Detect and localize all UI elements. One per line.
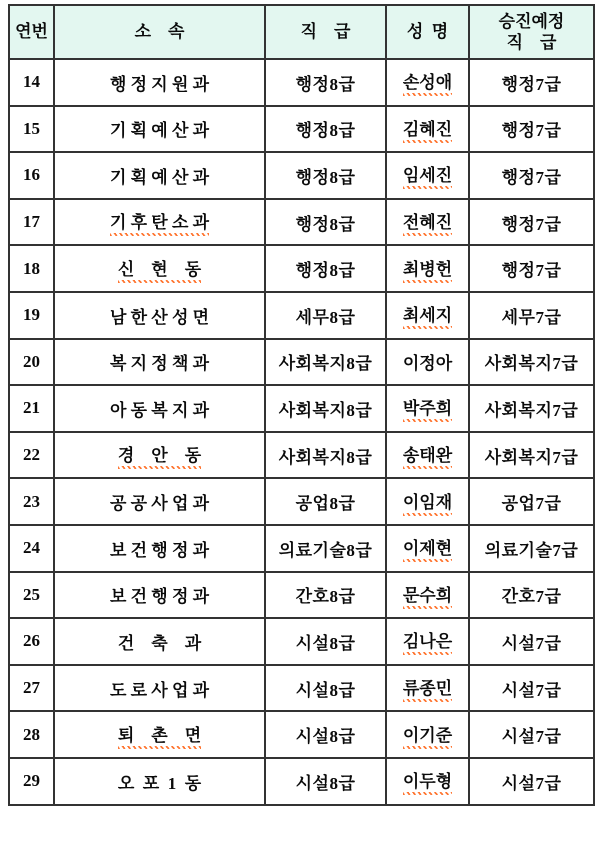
person-name-text: 류종민 (403, 674, 452, 702)
current-rank-text: 시설8급 (295, 773, 356, 793)
promotion-rank-text: 행정7급 (501, 214, 562, 234)
promotion-rank-text: 의료기술7급 (484, 540, 579, 560)
person-name-text: 이정아 (402, 354, 453, 374)
header-label-promo-line2: 직 급 (506, 33, 557, 52)
cell-promotion-rank (469, 618, 594, 665)
header-cell-promo (469, 5, 594, 59)
department-text: 도 로 사 업 과 (109, 680, 210, 700)
current-rank-text: 시설8급 (295, 680, 356, 700)
current-rank-text: 공업8급 (295, 494, 356, 514)
serial-number-text: 28 (23, 724, 40, 744)
promotion-rank-text: 세무7급 (501, 307, 562, 327)
cell-person-name (386, 385, 469, 432)
header-label-rank: 직 급 (300, 22, 351, 42)
person-name-text: 최병헌 (403, 255, 452, 283)
cell-current-rank (265, 339, 386, 386)
promotion-rank-text: 행정7급 (501, 74, 562, 94)
cell-current-rank (265, 59, 386, 106)
cell-serial-number (9, 339, 54, 386)
person-name-text: 이기준 (403, 721, 452, 749)
cell-serial-number (9, 292, 54, 339)
cell-serial-number (9, 245, 54, 292)
header-label-dept: 소 속 (134, 22, 185, 42)
cell-person-name (386, 618, 469, 665)
current-rank-text: 사회복지8급 (278, 400, 373, 420)
department-text: 남 한 산 성 면 (109, 307, 210, 327)
serial-number-text: 17 (23, 212, 40, 232)
promotion-rank-text: 공업7급 (501, 494, 562, 514)
current-rank-text: 행정8급 (295, 214, 356, 234)
serial-number-text: 16 (23, 165, 40, 185)
cell-current-rank (265, 711, 386, 758)
serial-number-text: 19 (23, 305, 40, 325)
current-rank-text: 간호8급 (295, 587, 356, 607)
cell-promotion-rank (469, 152, 594, 199)
department-text: 퇴 촌 면 (118, 721, 201, 749)
cell-current-rank (265, 292, 386, 339)
department-text: 기 획 예 산 과 (109, 167, 210, 187)
cell-person-name (386, 292, 469, 339)
department-text: 행 정 지 원 과 (109, 74, 210, 94)
current-rank-text: 사회복지8급 (278, 447, 373, 467)
cell-current-rank (265, 525, 386, 572)
cell-current-rank (265, 106, 386, 153)
cell-serial-number (9, 758, 54, 805)
person-name-text: 이두형 (403, 767, 452, 795)
department-text: 경 안 동 (118, 441, 201, 469)
table-row (9, 339, 594, 386)
header-row (9, 5, 594, 59)
cell-department (54, 758, 265, 805)
cell-person-name (386, 199, 469, 246)
cell-person-name (386, 665, 469, 712)
cell-department (54, 199, 265, 246)
promotion-rank-text: 시설7급 (501, 633, 562, 653)
department-text: 건 축 과 (117, 633, 202, 653)
department-text: 복 지 정 책 과 (109, 354, 210, 374)
cell-promotion-rank (469, 432, 594, 479)
cell-person-name (386, 152, 469, 199)
cell-promotion-rank (469, 199, 594, 246)
current-rank-text: 행정8급 (295, 74, 356, 94)
header-cell-name (386, 5, 469, 59)
cell-person-name (386, 525, 469, 572)
cell-promotion-rank (469, 106, 594, 153)
cell-department (54, 711, 265, 758)
cell-person-name (386, 711, 469, 758)
person-name-text: 문수희 (403, 581, 452, 609)
cell-promotion-rank (469, 59, 594, 106)
serial-number-text: 22 (23, 445, 40, 465)
department-text: 보 건 행 정 과 (109, 587, 210, 607)
cell-current-rank (265, 152, 386, 199)
department-text: 신 현 동 (118, 255, 201, 283)
promotion-rank-text: 행정7급 (501, 121, 562, 141)
serial-number-text: 21 (23, 398, 40, 418)
cell-promotion-rank (469, 339, 594, 386)
person-name-text: 김나은 (403, 627, 452, 655)
cell-person-name (386, 59, 469, 106)
header-label-promo-line1: 승진예정 (498, 11, 565, 31)
person-name-text: 김혜진 (403, 115, 452, 143)
person-name-text: 이제현 (403, 534, 452, 562)
cell-serial-number (9, 152, 54, 199)
header-cell-dept (54, 5, 265, 59)
table-row (9, 432, 594, 479)
table-row (9, 478, 594, 525)
promotion-rank-text: 행정7급 (501, 261, 562, 281)
current-rank-text: 시설8급 (295, 633, 356, 653)
header-cell-rank (265, 5, 386, 59)
table-row (9, 152, 594, 199)
cell-person-name (386, 478, 469, 525)
promotion-rank-text: 사회복지7급 (484, 447, 579, 467)
cell-serial-number (9, 432, 54, 479)
current-rank-text: 행정8급 (295, 167, 356, 187)
cell-person-name (386, 106, 469, 153)
cell-current-rank (265, 245, 386, 292)
cell-current-rank (265, 758, 386, 805)
cell-department (54, 245, 265, 292)
serial-number-text: 24 (23, 538, 40, 558)
cell-person-name (386, 572, 469, 619)
cell-department (54, 339, 265, 386)
cell-person-name (386, 245, 469, 292)
current-rank-text: 행정8급 (295, 121, 356, 141)
cell-department (54, 665, 265, 712)
cell-department (54, 106, 265, 153)
table-header (9, 5, 594, 59)
serial-number-text: 27 (23, 678, 40, 698)
current-rank-text: 세무8급 (295, 307, 356, 327)
person-name-text: 손성애 (403, 68, 452, 96)
cell-current-rank (265, 665, 386, 712)
promotion-rank-text: 간호7급 (501, 587, 562, 607)
cell-person-name (386, 758, 469, 805)
person-name-text: 박주희 (403, 394, 452, 422)
cell-serial-number (9, 711, 54, 758)
promotion-roster-table (8, 4, 595, 806)
current-rank-text: 사회복지8급 (278, 354, 373, 374)
table-row (9, 711, 594, 758)
department-text: 기 획 예 산 과 (109, 121, 210, 141)
cell-serial-number (9, 478, 54, 525)
serial-number-text: 14 (23, 72, 40, 92)
person-name-text: 이임재 (403, 488, 452, 516)
cell-department (54, 152, 265, 199)
table-row (9, 665, 594, 712)
header-label-no: 연번 (15, 22, 48, 42)
department-text: 아 동 복 지 과 (109, 400, 210, 420)
serial-number-text: 25 (23, 584, 40, 604)
cell-serial-number (9, 525, 54, 572)
promotion-rank-text: 시설7급 (501, 727, 562, 747)
cell-serial-number (9, 59, 54, 106)
table-row (9, 758, 594, 805)
department-text: 기 후 탄 소 과 (110, 208, 209, 236)
cell-promotion-rank (469, 665, 594, 712)
header-cell-no (9, 5, 54, 59)
cell-current-rank (265, 385, 386, 432)
current-rank-text: 행정8급 (295, 261, 356, 281)
table-row (9, 199, 594, 246)
cell-department (54, 59, 265, 106)
table-row (9, 245, 594, 292)
current-rank-text: 의료기술8급 (278, 540, 373, 560)
cell-current-rank (265, 478, 386, 525)
promotion-rank-text: 행정7급 (501, 167, 562, 187)
cell-current-rank (265, 572, 386, 619)
cell-current-rank (265, 618, 386, 665)
table-row (9, 292, 594, 339)
cell-promotion-rank (469, 245, 594, 292)
person-name-text: 송태완 (403, 441, 452, 469)
cell-person-name (386, 432, 469, 479)
serial-number-text: 18 (23, 258, 40, 278)
cell-current-rank (265, 199, 386, 246)
department-text: 공 공 사 업 과 (109, 494, 210, 514)
person-name-text: 임세진 (403, 161, 452, 189)
header-label-name: 성 명 (406, 22, 449, 42)
promotion-rank-text: 사회복지7급 (484, 354, 579, 374)
cell-serial-number (9, 385, 54, 432)
current-rank-text: 시설8급 (295, 727, 356, 747)
cell-serial-number (9, 106, 54, 153)
cell-department (54, 618, 265, 665)
table-row (9, 59, 594, 106)
person-name-text: 최세지 (403, 301, 452, 329)
table-row (9, 618, 594, 665)
table-row (9, 106, 594, 153)
department-text: 보 건 행 정 과 (109, 540, 210, 560)
serial-number-text: 29 (23, 771, 40, 791)
table-row (9, 525, 594, 572)
promotion-rank-text: 시설7급 (501, 680, 562, 700)
cell-promotion-rank (469, 385, 594, 432)
person-name-text: 전혜진 (403, 208, 452, 236)
cell-department (54, 292, 265, 339)
cell-promotion-rank (469, 525, 594, 572)
cell-serial-number (9, 665, 54, 712)
cell-current-rank (265, 432, 386, 479)
cell-promotion-rank (469, 758, 594, 805)
serial-number-text: 15 (23, 118, 40, 138)
table-body (9, 59, 594, 805)
department-text: 오 포 1 동 (117, 773, 202, 793)
cell-promotion-rank (469, 572, 594, 619)
promotion-rank-text: 사회복지7급 (484, 400, 579, 420)
cell-department (54, 432, 265, 479)
serial-number-text: 23 (23, 491, 40, 511)
cell-serial-number (9, 572, 54, 619)
cell-promotion-rank (469, 711, 594, 758)
cell-department (54, 525, 265, 572)
table-row (9, 385, 594, 432)
cell-department (54, 385, 265, 432)
cell-department (54, 478, 265, 525)
cell-promotion-rank (469, 478, 594, 525)
table-row (9, 572, 594, 619)
serial-number-text: 26 (23, 631, 40, 651)
cell-serial-number (9, 618, 54, 665)
cell-person-name (386, 339, 469, 386)
serial-number-text: 20 (23, 351, 40, 371)
cell-promotion-rank (469, 292, 594, 339)
cell-department (54, 572, 265, 619)
cell-serial-number (9, 199, 54, 246)
promotion-rank-text: 시설7급 (501, 773, 562, 793)
